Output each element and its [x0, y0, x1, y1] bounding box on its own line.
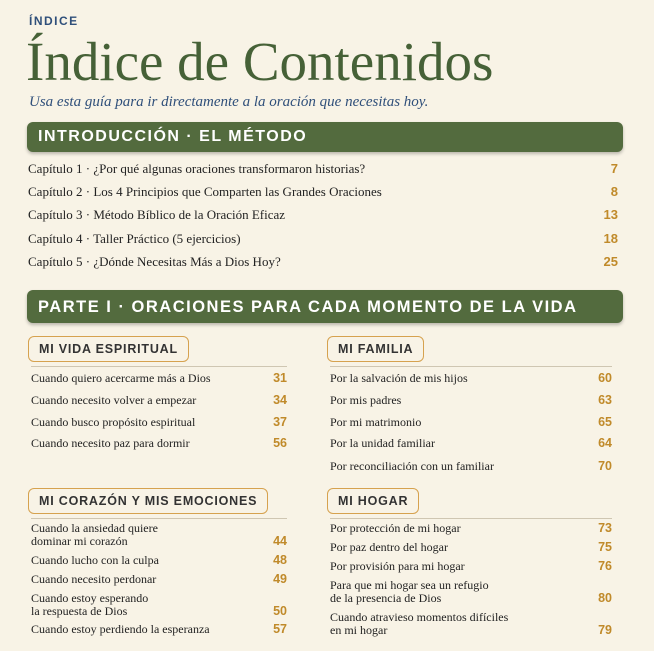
chapter-page-number: 18	[603, 231, 618, 246]
item-page-number: 75	[598, 540, 612, 554]
item-page-number: 57	[273, 622, 287, 636]
list-item[interactable]	[330, 458, 612, 473]
section-tag-espiritual: MI VIDA ESPIRITUAL	[28, 336, 189, 362]
item-page-number: 65	[598, 415, 612, 429]
item-label: Cuando estoy esperando la respuesta de Dios	[31, 591, 149, 618]
chapter-label: Capítulo 2 · Los 4 Principios que Comparten las Grandes Oraciones	[28, 184, 382, 199]
item-label: Por mi matrimonio	[330, 415, 422, 429]
item-page-number: 73	[598, 521, 612, 535]
item-label: Para que mi hogar sea un refugio de la presencia de Dios	[330, 578, 489, 605]
chapter-page-number: 25	[603, 254, 618, 269]
item-label: Cuando necesito volver a empezar	[31, 393, 197, 407]
list-item[interactable]	[31, 520, 287, 548]
item-label: Por la unidad familiar	[330, 436, 435, 450]
list-item[interactable]	[31, 414, 287, 429]
section-divider	[31, 366, 287, 367]
item-page-number: 80	[598, 591, 612, 605]
chapter-page-number: 13	[603, 207, 618, 222]
item-label: Cuando atravieso momentos difíciles en mi hogar	[330, 610, 509, 637]
item-label: Cuando la ansiedad quiere dominar mi corazón	[31, 521, 158, 548]
list-item[interactable]	[330, 558, 612, 573]
section-tag-hogar: MI HOGAR	[327, 488, 419, 514]
part1-banner-label: PARTE I · ORACIONES PARA CADA MOMENTO DE LA VIDA	[38, 298, 578, 316]
list-item[interactable]	[31, 621, 287, 636]
intro-banner-label: INTRODUCCIÓN · EL MÉTODO	[38, 128, 308, 145]
chapter-label: Capítulo 3 · Método Bíblico de la Oración Eficaz	[28, 207, 286, 222]
section-tag-familia: MI FAMILIA	[327, 336, 424, 362]
list-item[interactable]	[31, 590, 287, 618]
list-item[interactable]	[330, 414, 612, 429]
item-label: Cuando busco propósito espiritual	[31, 415, 196, 429]
item-page-number: 64	[598, 436, 612, 450]
item-label: Cuando quiero acercarme más a Dios	[31, 371, 211, 385]
intro-banner	[27, 122, 623, 152]
item-page-number: 60	[598, 371, 612, 385]
chapter-link-4[interactable]	[28, 231, 618, 251]
item-page-number: 63	[598, 393, 612, 407]
item-label: Cuando necesito perdonar	[31, 572, 157, 586]
item-label: Cuando estoy perdiendo la esperanza	[31, 622, 210, 636]
item-page-number: 79	[598, 623, 612, 637]
item-page-number: 50	[273, 604, 287, 618]
chapter-label: Capítulo 5 · ¿Dónde Necesitas Más a Dios Hoy?	[28, 254, 281, 269]
item-label: Cuando lucho con la culpa	[31, 553, 159, 567]
chapter-page-number: 7	[610, 161, 618, 176]
chapter-label: Capítulo 1 · ¿Por qué algunas oraciones transformaron historias?	[28, 161, 366, 176]
section-divider	[330, 366, 612, 367]
item-label: Por provisión para mi hogar	[330, 559, 465, 573]
page-title: Índice de Contenidos	[26, 31, 494, 92]
item-page-number: 49	[273, 572, 287, 586]
chapter-link-5[interactable]	[28, 254, 618, 274]
item-page-number: 34	[273, 393, 287, 407]
list-item[interactable]	[31, 552, 287, 567]
list-item[interactable]	[330, 539, 612, 554]
list-item[interactable]	[330, 435, 612, 450]
page-subtitle: Usa esta guía para ir directamente a la oración que necesitas hoy.	[29, 94, 429, 110]
section-tag-corazon: MI CORAZÓN Y MIS EMOCIONES	[28, 488, 268, 514]
eyebrow-label: ÍNDICE	[29, 14, 79, 28]
item-label: Por la salvación de mis hijos	[330, 371, 468, 385]
section-divider	[31, 518, 287, 519]
item-page-number: 44	[273, 534, 287, 548]
list-item[interactable]	[31, 370, 287, 385]
chapter-page-number: 8	[610, 184, 618, 199]
item-label: Por paz dentro del hogar	[330, 540, 448, 554]
list-item[interactable]	[31, 392, 287, 407]
chapter-label: Capítulo 4 · Taller Práctico (5 ejercicios)	[28, 231, 241, 246]
list-item[interactable]	[330, 392, 612, 407]
list-item[interactable]	[330, 577, 612, 605]
part1-banner	[27, 290, 623, 323]
item-page-number: 70	[598, 459, 612, 473]
item-label: Por reconciliación con un familiar	[330, 459, 494, 473]
chapter-link-3[interactable]	[28, 207, 618, 227]
item-page-number: 56	[273, 436, 287, 450]
list-item[interactable]	[31, 435, 287, 450]
item-page-number: 37	[273, 415, 287, 429]
item-page-number: 31	[273, 371, 287, 385]
item-page-number: 76	[598, 559, 612, 573]
item-label: Por protección de mi hogar	[330, 521, 461, 535]
list-item[interactable]	[31, 571, 287, 586]
chapter-link-2[interactable]	[28, 184, 618, 204]
chapter-link-1[interactable]	[28, 161, 618, 181]
item-label: Por mis padres	[330, 393, 402, 407]
section-divider	[330, 518, 612, 519]
list-item[interactable]	[330, 370, 612, 385]
item-label: Cuando necesito paz para dormir	[31, 436, 190, 450]
list-item[interactable]	[330, 520, 612, 535]
list-item[interactable]	[330, 609, 612, 637]
item-page-number: 48	[273, 553, 287, 567]
